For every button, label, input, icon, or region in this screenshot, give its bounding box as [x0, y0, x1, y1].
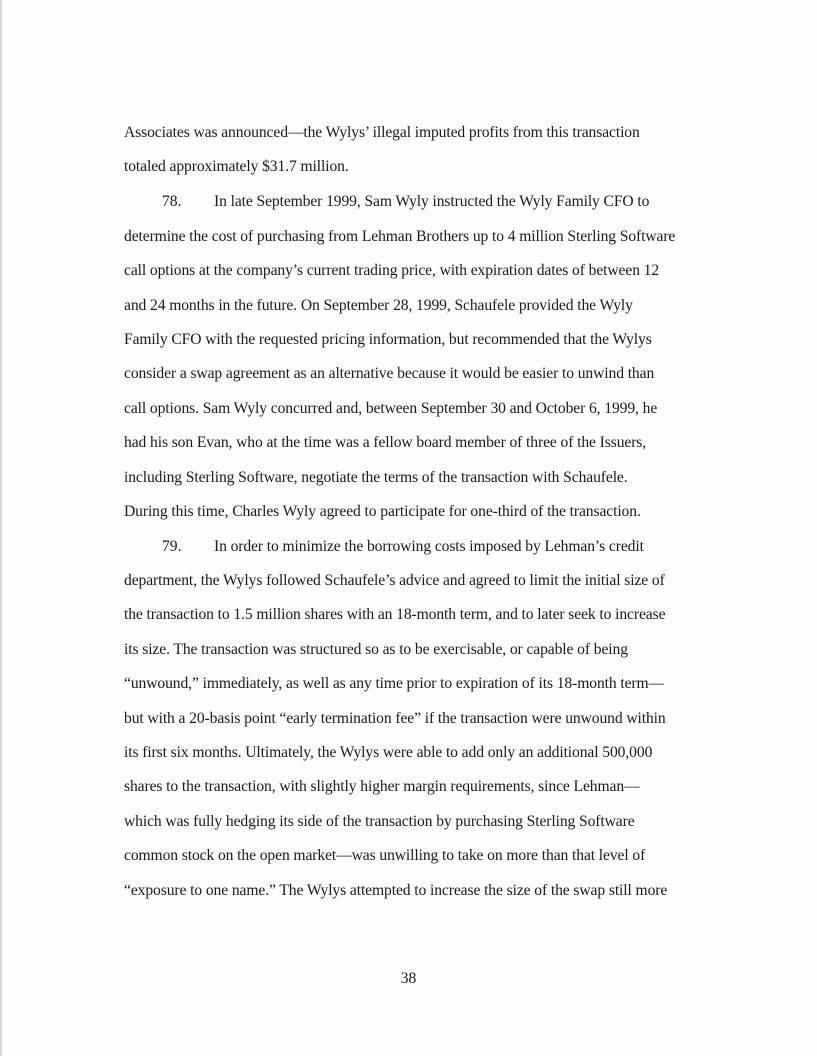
text-line: including Sterling Software, negotiate the terms of the transaction with Schaufele. — [124, 469, 628, 486]
text-line: Family CFO with the requested pricing information, but recommended that the Wylys — [124, 331, 652, 348]
text-line: shares to the transaction, with slightly higher margin requirements, since Lehman— — [124, 778, 640, 795]
paragraph-first-line: In order to minimize the borrowing costs imposed by Lehman’s credit — [214, 538, 644, 555]
paragraph-first-line: In late September 1999, Sam Wyly instructed the Wyly Family CFO to — [214, 193, 650, 210]
page-number: 38 — [400, 970, 417, 987]
text-line: call options. Sam Wyly concurred and, between September 30 and October 6, 1999, he — [124, 400, 658, 417]
paragraph-number: 78. — [162, 193, 182, 210]
text-line: “unwound,” immediately, as well as any time prior to expiration of its 18-month term— — [124, 675, 665, 692]
paragraph-number: 79. — [162, 538, 182, 555]
text-line: department, the Wylys followed Schaufele’s advice and agreed to limit the initial size of — [124, 572, 665, 589]
text-line: consider a swap agreement as an alternative because it would be easier to unwind than — [124, 365, 655, 382]
text-line: the transaction to 1.5 million shares with an 18-month term, and to later seek to increase — [124, 606, 666, 623]
text-line: common stock on the open market—was unwilling to take on more than that level of — [124, 847, 646, 864]
text-line: had his son Evan, who at the time was a fellow board member of three of the Issuers, — [124, 434, 647, 451]
text-line: Associates was announced—the Wylys’ illegal imputed profits from this transaction — [124, 124, 640, 141]
text-line: but with a 20-basis point “early termination fee” if the transaction were unwound within — [124, 710, 666, 727]
text-line: and 24 months in the future. On September 28, 1999, Schaufele provided the Wyly — [124, 297, 633, 314]
text-line: its first six months. Ultimately, the Wylys were able to add only an additional 500,000 — [124, 744, 653, 761]
scan-edge-shadow — [0, 0, 3, 1056]
text-line: its size. The transaction was structured so as to be exercisable, or capable of being — [124, 641, 628, 658]
text-line: “exposure to one name.” The Wylys attempted to increase the size of the swap still more — [124, 882, 668, 899]
text-line: call options at the company’s current trading price, with expiration dates of between 12 — [124, 262, 660, 279]
text-line: totaled approximately $31.7 million. — [124, 158, 349, 175]
text-line: which was fully hedging its side of the transaction by purchasing Sterling Software — [124, 813, 635, 830]
text-line: determine the cost of purchasing from Lehman Brothers up to 4 million Sterling Software — [124, 228, 676, 245]
text-line: During this time, Charles Wyly agreed to participate for one-third of the transaction. — [124, 503, 641, 520]
